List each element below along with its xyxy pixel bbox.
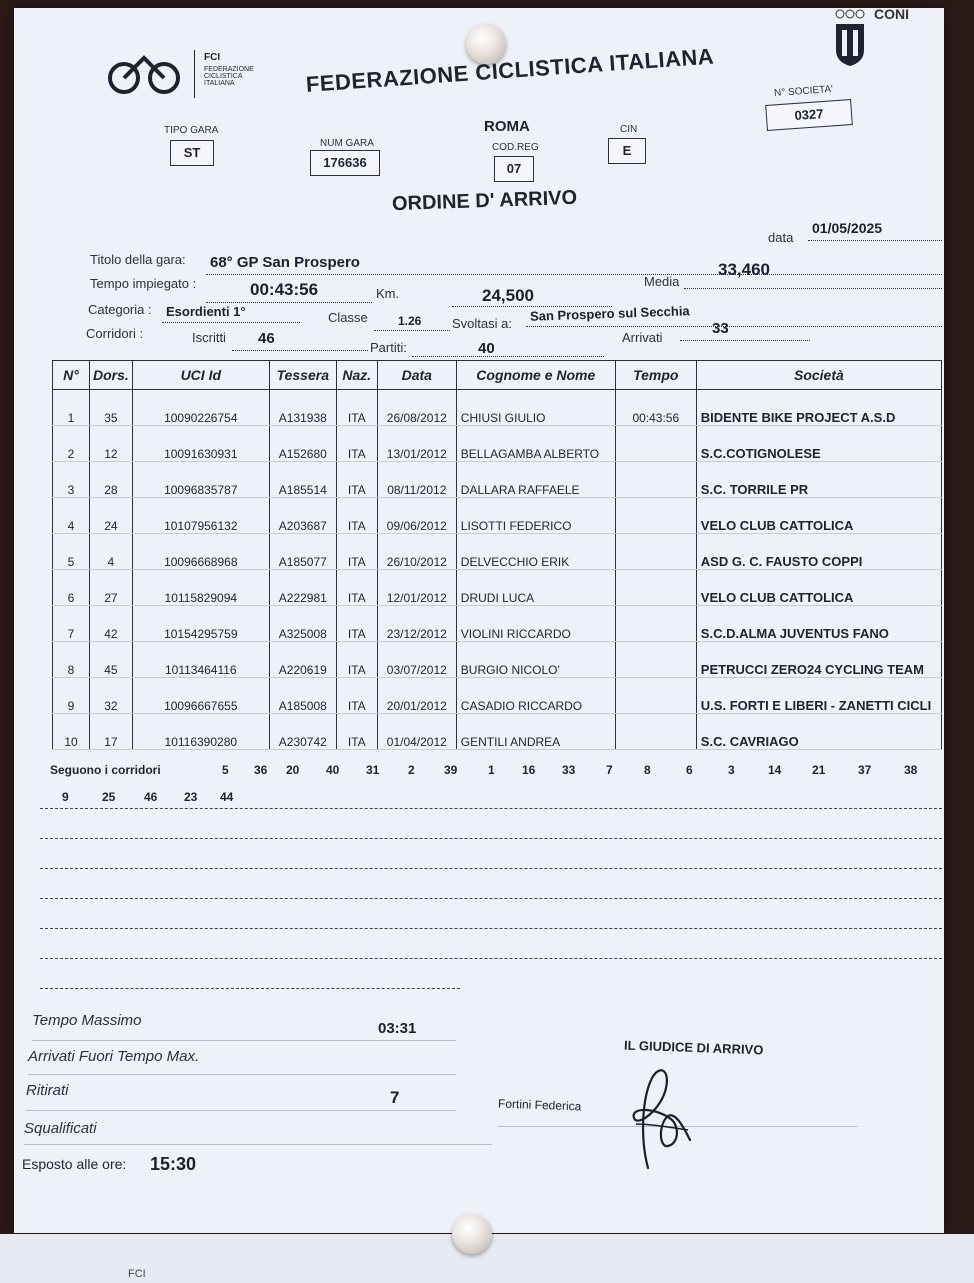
judge-signature-icon [618,1058,708,1178]
cell-naz: ITA [336,426,377,462]
table-row [53,534,942,570]
ruled-line [40,868,942,869]
cell-data: 23/12/2012 [377,606,456,642]
tipo-gara-box: ST [170,140,214,166]
logo-divider [194,50,195,98]
following-bib: 3 [728,763,735,777]
following-bib: 31 [366,763,380,777]
time-line [206,302,372,303]
cell-data: 13/01/2012 [377,426,456,462]
cell-dors: 12 [90,426,133,462]
cell-tessera: A185008 [269,678,336,714]
cell-nome: VIOLINI RICCARDO [456,606,615,642]
cell-tempo [615,678,696,714]
table-row [53,714,942,750]
race-media: 33,460 [718,260,770,279]
cell-nome: DALLARA RAFFAELE [456,462,615,498]
ruled-line [40,898,942,899]
cell-tessera: A185077 [269,534,336,570]
tempo-massimo: 03:31 [378,1020,417,1037]
following-bib: 20 [286,763,300,777]
following-bib: 8 [644,763,651,777]
following-bib: 40 [326,763,340,777]
col-header-tessera: Tessera [269,361,336,390]
col-header-n: N° [53,361,90,390]
cell-societa: U.S. FORTI E LIBERI - ZANETTI CICLI [696,678,941,714]
cell-naz: ITA [336,462,377,498]
race-time: 00:43:56 [250,280,319,299]
table-row [53,498,942,534]
following-bib: 38 [904,763,918,777]
cell-tempo [615,426,696,462]
cell-tempo [615,606,696,642]
partiti-count: 40 [478,340,495,357]
footer-line [24,1144,492,1145]
federation-title: FEDERAZIONE CICLISTICA ITALIANA [305,43,715,97]
societa-box: 0327 [765,99,853,131]
cell-tempo [615,498,696,534]
cell-data: 26/10/2012 [377,534,456,570]
col-header-dors: Dors. [90,361,133,390]
partiti-line [412,356,604,357]
cell-nome: BELLAGAMBA ALBERTO [456,426,615,462]
iscritti-count: 46 [258,330,275,347]
race-km: 24,500 [482,286,534,305]
cell-nome: CHIUSI GIULIO [456,390,615,426]
coni-shield-icon [832,8,868,68]
data-label: data [768,230,794,245]
cell-naz: ITA [336,642,377,678]
following-bib: 9 [62,790,69,804]
cell-societa: S.C. TORRILE PR [696,462,941,498]
cell-tempo [615,714,696,750]
cell-n: 2 [53,426,90,462]
cell-naz: ITA [336,498,377,534]
title-line [206,274,942,275]
cell-tempo: 00:43:56 [615,390,696,426]
following-label: Seguono i corridori [50,763,161,777]
col-header-societa: Società [696,361,941,390]
cell-data: 08/11/2012 [377,462,456,498]
cell-naz: ITA [336,534,377,570]
document-title: ORDINE D' ARRIVO [391,186,578,216]
cell-dors: 45 [90,642,133,678]
col-header-uci-id: UCI Id [132,361,269,390]
footer-line [32,1040,456,1041]
cell-naz: ITA [336,390,377,426]
cell-dors: 32 [90,678,133,714]
iscritti-label: Iscritti [192,330,226,345]
cell-data: 26/08/2012 [377,390,456,426]
location-line [526,326,942,327]
following-bib: 2 [408,763,415,777]
cell-uci-id: 10091630931 [132,426,269,462]
following-bib: 46 [144,790,158,804]
race-category: Esordienti 1° [166,304,246,319]
cell-tempo [615,534,696,570]
results-body [53,390,942,750]
cell-naz: ITA [336,714,377,750]
partiti-label: Partiti: [370,340,407,355]
cell-naz: ITA [336,678,377,714]
following-bib: 36 [254,763,268,777]
cell-societa: S.C.D.ALMA JUVENTUS FANO [696,606,941,642]
cell-societa: S.C. CAVRIAGO [696,714,941,750]
cell-tessera: A220619 [269,642,336,678]
cell-n: 7 [53,606,90,642]
svoltasi-label: Svoltasi a: [452,316,512,331]
cell-dors: 42 [90,606,133,642]
iscritti-line [232,350,368,351]
cell-uci-id: 10113464116 [132,642,269,678]
cell-societa: VELO CLUB CATTOLICA [696,570,941,606]
cell-tempo [615,462,696,498]
cell-nome: CASADIO RICCARDO [456,678,615,714]
footer-line [26,1110,456,1111]
squalificati-label: Squalificati [24,1120,97,1137]
cell-societa: VELO CLUB CATTOLICA [696,498,941,534]
cell-nome: LISOTTI FEDERICO [456,498,615,534]
cell-nome: GENTILI ANDREA [456,714,615,750]
table-row [53,606,942,642]
cell-data: 01/04/2012 [377,714,456,750]
city: ROMA [484,118,530,135]
ruled-line [40,988,460,989]
tipo-gara-label: TIPO GARA [164,125,219,136]
media-label: Media [644,274,680,289]
cell-data: 09/06/2012 [377,498,456,534]
race-class: 1.26 [398,314,422,328]
race-title: 68° GP San Prospero [210,254,360,271]
footer-line [28,1074,456,1075]
media-line [684,288,942,289]
cin-box: E [608,138,646,164]
cell-uci-id: 10107956132 [132,498,269,534]
race-location: San Prospero sul Secchia [529,303,690,324]
cell-uci-id: 10116390280 [132,714,269,750]
cell-societa: BIDENTE BIKE PROJECT A.S.D [696,390,941,426]
cell-nome: BURGIO NICOLO' [456,642,615,678]
cell-uci-id: 10096835787 [132,462,269,498]
ruled-line [40,958,942,959]
following-bib: 5 [222,763,229,777]
num-gara-label: NUM GARA [320,138,374,149]
categoria-label: Categoria : [88,302,152,317]
cell-tessera: A185514 [269,462,336,498]
col-header-data: Data [377,361,456,390]
cell-tessera: A131938 [269,390,336,426]
following-bib: 39 [444,763,458,777]
ritirati-label: Ritirati [26,1082,69,1099]
cell-n: 4 [53,498,90,534]
cell-n: 1 [53,390,90,426]
cell-societa: S.C.COTIGNOLESE [696,426,941,462]
cin-label: CIN [620,124,638,135]
cell-data: 12/01/2012 [377,570,456,606]
following-bib: 21 [812,763,826,777]
cell-n: 5 [53,534,90,570]
corridori-label: Corridori : [86,326,144,341]
fci-short: FCI [204,52,221,63]
cell-dors: 27 [90,570,133,606]
num-gara-box: 176636 [310,150,380,176]
following-bib: 25 [102,790,116,804]
under-sheet-fci: FCI [128,1268,146,1280]
arrivati-count: 33 [712,320,729,337]
cell-dors: 17 [90,714,133,750]
cell-uci-id: 10090226754 [132,390,269,426]
table-row [53,642,942,678]
cell-n: 6 [53,570,90,606]
cod-reg-label: COD.REG [492,142,539,153]
cell-n: 9 [53,678,90,714]
classe-label: Classe [328,310,368,325]
cell-tessera: A152680 [269,426,336,462]
cod-reg-box: 07 [494,156,534,182]
coni-label: CONI [874,6,909,22]
giudice-label: IL GIUDICE DI ARRIVO [623,1037,764,1058]
following-bib: 7 [606,763,613,777]
cell-data: 20/01/2012 [377,678,456,714]
cell-uci-id: 10115829094 [132,570,269,606]
cell-dors: 28 [90,462,133,498]
cell-societa: PETRUCCI ZERO24 CYCLING TEAM [696,642,941,678]
cell-tempo [615,642,696,678]
cell-uci-id: 10096668968 [132,534,269,570]
race-date: 01/05/2025 [812,220,883,236]
fci-subtitle: FEDERAZIONE CICLISTICA ITALIANA [204,66,254,87]
results-header-row [53,361,942,390]
fuori-tempo-label: Arrivati Fuori Tempo Max. [28,1048,200,1065]
cell-dors: 24 [90,498,133,534]
titolo-label: Titolo della gara: [90,252,186,267]
cell-naz: ITA [336,570,377,606]
cell-uci-id: 10154295759 [132,606,269,642]
arrivati-line [680,340,810,341]
tempo-massimo-label: Tempo Massimo [32,1012,142,1029]
following-bib: 33 [562,763,576,777]
following-bib: 14 [768,763,782,777]
cell-n: 10 [53,714,90,750]
ritirati-count: 7 [390,1088,400,1107]
cell-naz: ITA [336,606,377,642]
ruled-line [40,928,942,929]
cell-uci-id: 10096667655 [132,678,269,714]
esposto-time: 15:30 [150,1154,197,1174]
cell-n: 8 [53,642,90,678]
following-bib: 44 [220,790,234,804]
societa-label: N° SOCIETA' [773,83,834,100]
class-line [374,330,450,331]
cell-tessera: A325008 [269,606,336,642]
cell-tessera: A222981 [269,570,336,606]
arrivati-label: Arrivati [622,330,663,345]
table-row [53,426,942,462]
following-bib: 6 [686,763,693,777]
category-line [162,322,300,323]
table-row [53,390,942,426]
sheet-content [22,6,942,1225]
fci-logo-icon [102,50,194,98]
following-bib: 1 [488,763,495,777]
following-bib: 16 [522,763,536,777]
esposto-label: Esposto alle ore: [22,1156,127,1172]
date-line [808,240,942,241]
cell-nome: DELVECCHIO ERIK [456,534,615,570]
col-header-naz: Naz. [336,361,377,390]
cell-n: 3 [53,462,90,498]
col-header-nome: Cognome e Nome [456,361,615,390]
cell-tessera: A203687 [269,498,336,534]
table-row [53,678,942,714]
ruled-line [40,808,942,809]
col-header-tempo: Tempo [615,361,696,390]
cell-nome: DRUDI LUCA [456,570,615,606]
following-bib: 37 [858,763,872,777]
following-riders-line-1 [50,759,942,785]
cell-tessera: A230742 [269,714,336,750]
results-table [52,360,942,750]
table-row [53,570,942,606]
km-label: Km. [376,286,400,301]
cell-data: 03/07/2012 [377,642,456,678]
giudice-name: Fortini Federica [497,1096,582,1114]
table-row [53,462,942,498]
cell-dors: 4 [90,534,133,570]
tempo-label: Tempo impiegato : [90,276,197,291]
cell-tempo [615,570,696,606]
cell-societa: ASD G. C. FAUSTO COPPI [696,534,941,570]
cell-dors: 35 [90,390,133,426]
following-bib: 23 [184,790,198,804]
ruled-line [40,838,942,839]
